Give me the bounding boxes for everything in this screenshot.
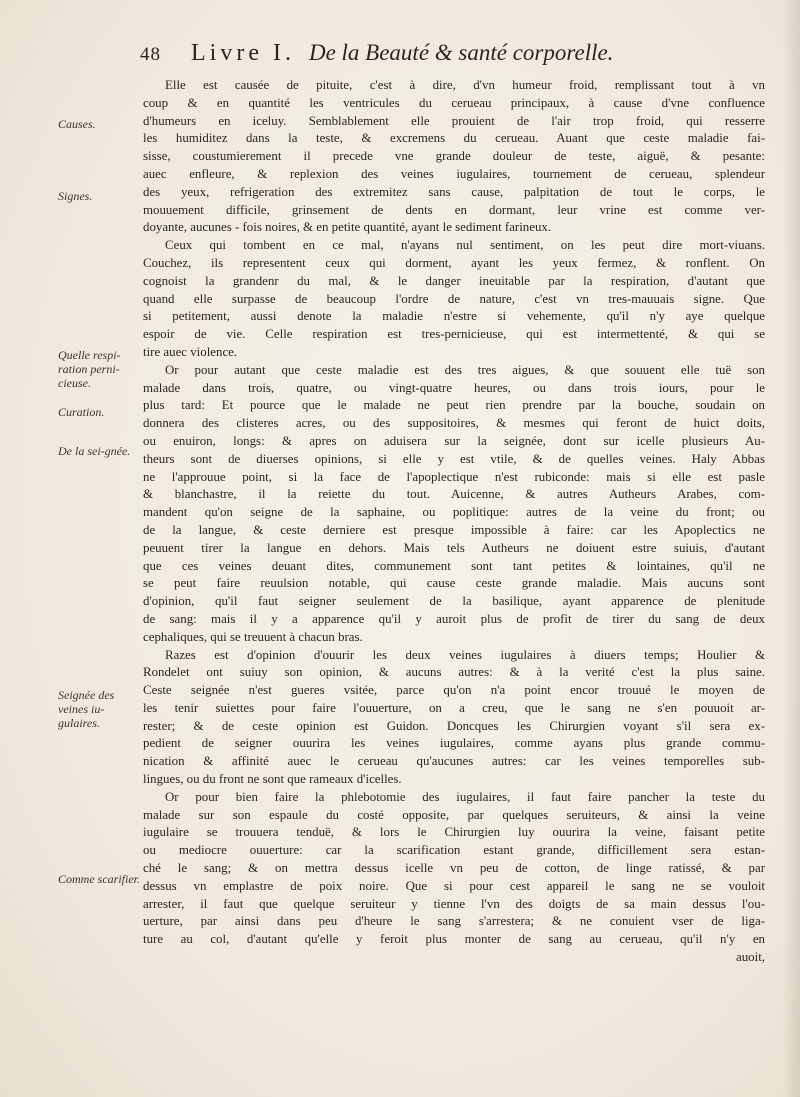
text-line: theurs sont de diuerses opinions, si elle y est vtile, & de quelles veines. Haly Abbas — [143, 451, 765, 466]
text-line: ou mediocre ouuerture: car la scarification estant grande, difficillement sera estan- — [143, 843, 765, 858]
body-text — [143, 77, 765, 967]
margin-note-seignee-veines: Seignée des veines iu-gulaires. — [58, 688, 115, 730]
margin-note-respiration: Quelle respi-ration perni-cieuse. — [58, 348, 121, 390]
text-line: ou enuiron, longs: & apres on aduisera sur la seignée, dont sur icelle plusieurs Au- — [143, 433, 765, 448]
text-line: malade sur son espaule du costé opposite, par quelques seruiteurs, & ainsi la veine — [143, 807, 765, 822]
text-line: donnera des clisteres acres, ou des suppositoires, & mesmes qui feront de huict doits, — [143, 416, 765, 431]
text-line: sisse, coustumierement il precede vne grande douleur de teste, aiguë, & pesante: — [143, 149, 765, 164]
text-line: cephaliques, qui se treuuent à chacun bras. — [143, 629, 363, 644]
margin-note-scarifier: Comme scarifier. — [58, 872, 140, 886]
text-line: d'humeurs en iceluy. Semblablement elle prouient de l'air trop froid, qui resserre — [143, 113, 765, 128]
margin-note-causes: Causes. — [58, 117, 96, 131]
text-line: Couchez, ils representent ceux qui dorment, ayant les yeux fermez, & ronflent. On — [143, 255, 765, 270]
text-line: Razes est d'opinion d'ouurir les deux veines iugulaires à diuers temps; Houlier & — [165, 647, 765, 662]
text-line: pedient de seigner ouurira les veines iugulaires, comme ayans plus grande commu- — [143, 736, 765, 751]
text-line: auoit, — [736, 950, 765, 965]
text-line: Rondelet ont suiuy son opinion, & aucuns autres: & à la verité c'est la plus saine. — [143, 665, 765, 680]
text-line: que ces veines deuant dites, communement sont tant petites & lointaines, qu'il ne — [143, 558, 765, 573]
text-line: auec enfleure, & replexion des veines iugulaires, tournement de cerueau, splendeur — [143, 166, 765, 181]
text-line: tire auec violence. — [143, 344, 238, 359]
text-line: de la langue, & ceste derniere est presque impossible à faire: car les Apoplectics ne — [143, 522, 765, 537]
text-line: uerture, par ainsi dans peu d'heure le sang s'arrestera; & ne conuient vser de liga- — [143, 914, 765, 929]
page-number: 48 — [140, 44, 161, 65]
text-line: mandent qu'on seigne de la saphaine, ou poplitique: autres de la veine du front; ou — [143, 505, 765, 520]
margin-notes — [0, 0, 140, 1097]
text-line: Ceste seignée n'est gueres vsitée, parce qu'on n'a point encor trouué le moyen de — [143, 683, 765, 698]
text-line: ture au col, d'autant qu'elle y feroit plus monter de sang au cerueau, qu'il n'y en — [143, 932, 765, 947]
text-line: espoir de vie. Celle respiration est tres-pernicieuse, qui est intermettenté, & qui se — [143, 327, 765, 342]
text-line: les humiditez dans la teste, & excremens du cerueau. Auant que ceste maladie fai- — [143, 131, 765, 146]
text-line: iugulaire se trouuera tenduë, & lors le Chirurgien luy ouurira la veine, faisant petite — [143, 825, 765, 840]
book-label: Livre I. — [191, 40, 295, 66]
text-line: peuuent tirer la langue en dehors. Mais tels Autheurs ne doiuent estre suiuis, d'autant — [143, 540, 765, 555]
text-line: des yeux, refrigeration des extremitez sans cause, palpitation de tout le corps, le — [143, 184, 765, 199]
margin-note-seignee: De la sei-gnée. — [58, 444, 131, 458]
text-line: si petitement, aussi denote la maladie n'estre si vehemente, qu'il n'y aye quelque — [143, 309, 765, 324]
text-line: doyante, aucunes - fois noires, & en petite quantité, ayant le sediment farineux. — [143, 220, 552, 235]
text-line: Or pour bien faire la phlebotomie des iugulaires, il faut faire pancher la teste du — [165, 789, 765, 804]
text-line: rester; & de ceste opinion est Guidon. Doncques les Chirurgien voyant s'il sera ex- — [143, 718, 765, 733]
text-line: quand elle surpasse de beaucoup l'ordre de nature, c'est vn tres-mauuais signe. Que — [143, 291, 765, 306]
page-edge-shadow — [782, 0, 800, 1097]
text-line: & blanchastre, il la reiette du tout. Auicenne, & autres Autheurs Arabes, com- — [143, 487, 765, 502]
text-line: cognoist la grandenr du mal, & le danger ineuitable par la respiration, d'autant que — [143, 273, 765, 288]
text-line: d'opinion, qu'il faut seigner seulement de la basilique, ayant apparence de plenitude — [143, 594, 765, 609]
text-line: dessus vn emplastre de poix noire. Que si pour cest appareil le sang ne se vouloit — [143, 878, 765, 893]
text-line: ché le sang; & on mettra dessus icelle vn peu de cotton, de linge ratissé, & par — [143, 861, 765, 876]
text-line: Or pour autant que ceste maladie est des tres aigues, & que souuent elle tuë son — [165, 362, 765, 377]
text-line: plus tard: Et pource que le malade ne peut rien prendre par la bouche, soudain on — [143, 398, 765, 413]
running-head — [140, 40, 760, 70]
text-line: lingues, ou du front ne sont que rameaux d'icelles. — [143, 772, 402, 787]
margin-note-curation: Curation. — [58, 405, 105, 419]
text-line: coup & en quantité les ventricules du cerueau principaux, à cause d'vne confluence — [143, 95, 765, 110]
text-line: de sang: mais il y a apparence qu'il y auroit plus de profit de tirer du sang de deux — [143, 611, 765, 626]
text-line: ne l'approuue point, si la face de l'apoplectique n'est rubiconde: mais si elle est pasle — [143, 469, 765, 484]
text-line: arrester, il faut que quelque seruiteur y tienne l'vn des doigts de sa main dessus l'ou- — [143, 896, 765, 911]
text-line: Ceux qui tombent en ce mal, n'ayans nul sentiment, on les peut dire mort-viuans. — [165, 238, 765, 253]
margin-note-signes: Signes. — [58, 189, 93, 203]
text-line: nication & affinité auec le cerueau qu'aucunes autres: car les veines temporelles sub- — [143, 754, 765, 769]
text-line: malade dans trois, quatre, ou vingt-quatre heures, ou dans trois iours, pour le — [143, 380, 765, 395]
text-line: Elle est causée de pituite, c'est à dire, d'vn humeur froid, remplissant tout à vn — [165, 78, 765, 92]
text-line: mouuement difficile, grinsement de dents en dormant, leur vrine est comme ver- — [143, 202, 765, 217]
book-title: De la Beauté & santé corporelle. — [308, 40, 614, 65]
text-line: les tenir suiettes pour faire l'ouuerture, on a creu, que le sang ne s'en pouuoit ar- — [143, 700, 765, 715]
text-line: se peut faire reuulsion notable, qui cause ceste grande maladie. Mais aucuns sont — [143, 576, 765, 591]
